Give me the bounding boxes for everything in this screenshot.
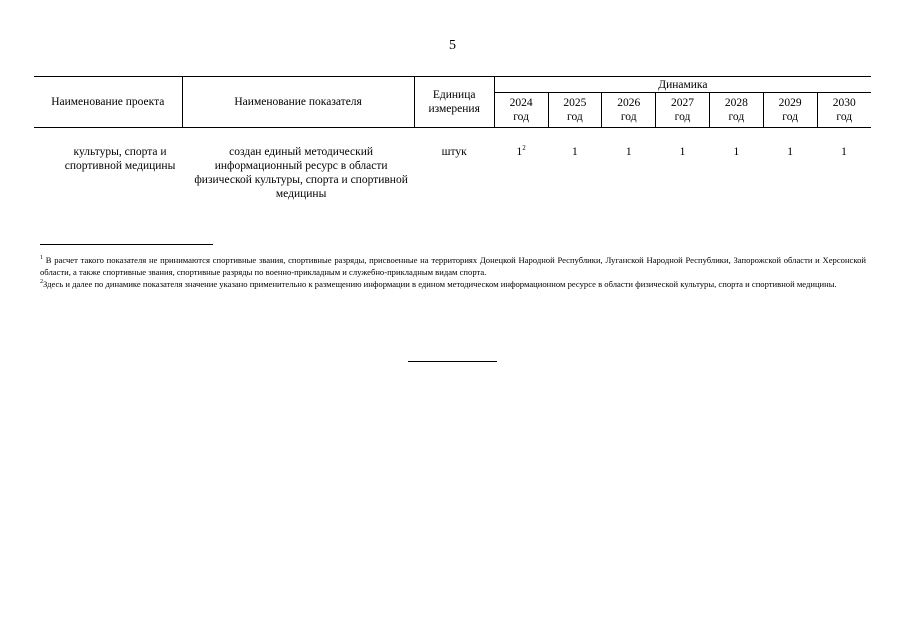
header-indicator-name: Наименование показателя (182, 77, 414, 128)
header-year-suffix: год (513, 111, 529, 123)
header-year (656, 93, 710, 128)
header-year-value: 2024 (509, 97, 533, 109)
footnote-text: Здесь и далее по динамике показателя значение указано применительно к размещению информации в едином методическом информационном ресурсе в области физической культуры, спорта и спортивной медицины. (43, 279, 837, 289)
cell-project-name: культуры, спорта и спортивной медицины (64, 146, 176, 172)
header-year-value: 2029 (778, 97, 802, 109)
footnote-text: В расчет такого показателя не принимаются спортивные звания, спортивные разряды, присвоенные на территориях Донецкой Народной Республики, Луганской Народной Республики, Запорожской области и Херсонской области, а также спортивные звания, спортивные разряды по военно-прикладным и служебно-прикладным видам спорта. (40, 255, 866, 277)
table-row (34, 128, 871, 202)
header-unit (414, 77, 494, 128)
header-year-suffix: год (620, 111, 637, 123)
header-dynamics: Динамика (494, 77, 871, 93)
header-year-suffix: год (674, 111, 691, 123)
cell-value-2027: 1 (679, 146, 686, 158)
footnote-marker: 2 (40, 279, 43, 286)
header-year-value: 2027 (671, 97, 695, 109)
footnote-2 (40, 278, 866, 290)
cell-indicator-name: создан единый методический информационный ресурс в области физической культуры, спорта и спортивной медицины (194, 146, 408, 200)
end-separator (408, 361, 497, 362)
header-year-value: 2025 (563, 97, 587, 109)
footnote-reference: 2 (522, 144, 526, 153)
header-year (763, 93, 817, 128)
cell-value-number: 1 (516, 146, 523, 158)
header-year (602, 93, 656, 128)
header-unit-line1: Единица (432, 89, 476, 101)
header-year (494, 93, 548, 128)
cell-value-2028: 1 (733, 146, 740, 158)
header-year (548, 93, 602, 128)
footnote-1 (40, 254, 866, 278)
page-number: 5 (449, 38, 456, 53)
header-year-suffix: год (782, 111, 798, 123)
cell-value-2026: 1 (625, 146, 632, 158)
footnote-separator (40, 244, 213, 245)
cell-value-2029: 1 (787, 146, 794, 158)
footnotes (40, 254, 866, 290)
footnote-marker: 1 (40, 255, 43, 262)
header-year-suffix: год (728, 111, 745, 123)
header-year (709, 93, 763, 128)
header-year (817, 93, 871, 128)
cell-value-2024 (494, 128, 548, 202)
header-project-name: Наименование проекта (34, 77, 182, 128)
header-year-suffix: год (567, 111, 583, 123)
header-year-value: 2028 (724, 97, 748, 109)
header-year-value: 2030 (832, 97, 856, 109)
indicators-table (34, 76, 871, 201)
cell-unit: штук (441, 146, 467, 158)
header-unit-line2: измерения (428, 103, 480, 115)
cell-value-2030: 1 (841, 146, 847, 158)
header-year-suffix: год (836, 111, 853, 123)
cell-value-2025: 1 (572, 146, 578, 158)
header-year-value: 2026 (617, 97, 641, 109)
